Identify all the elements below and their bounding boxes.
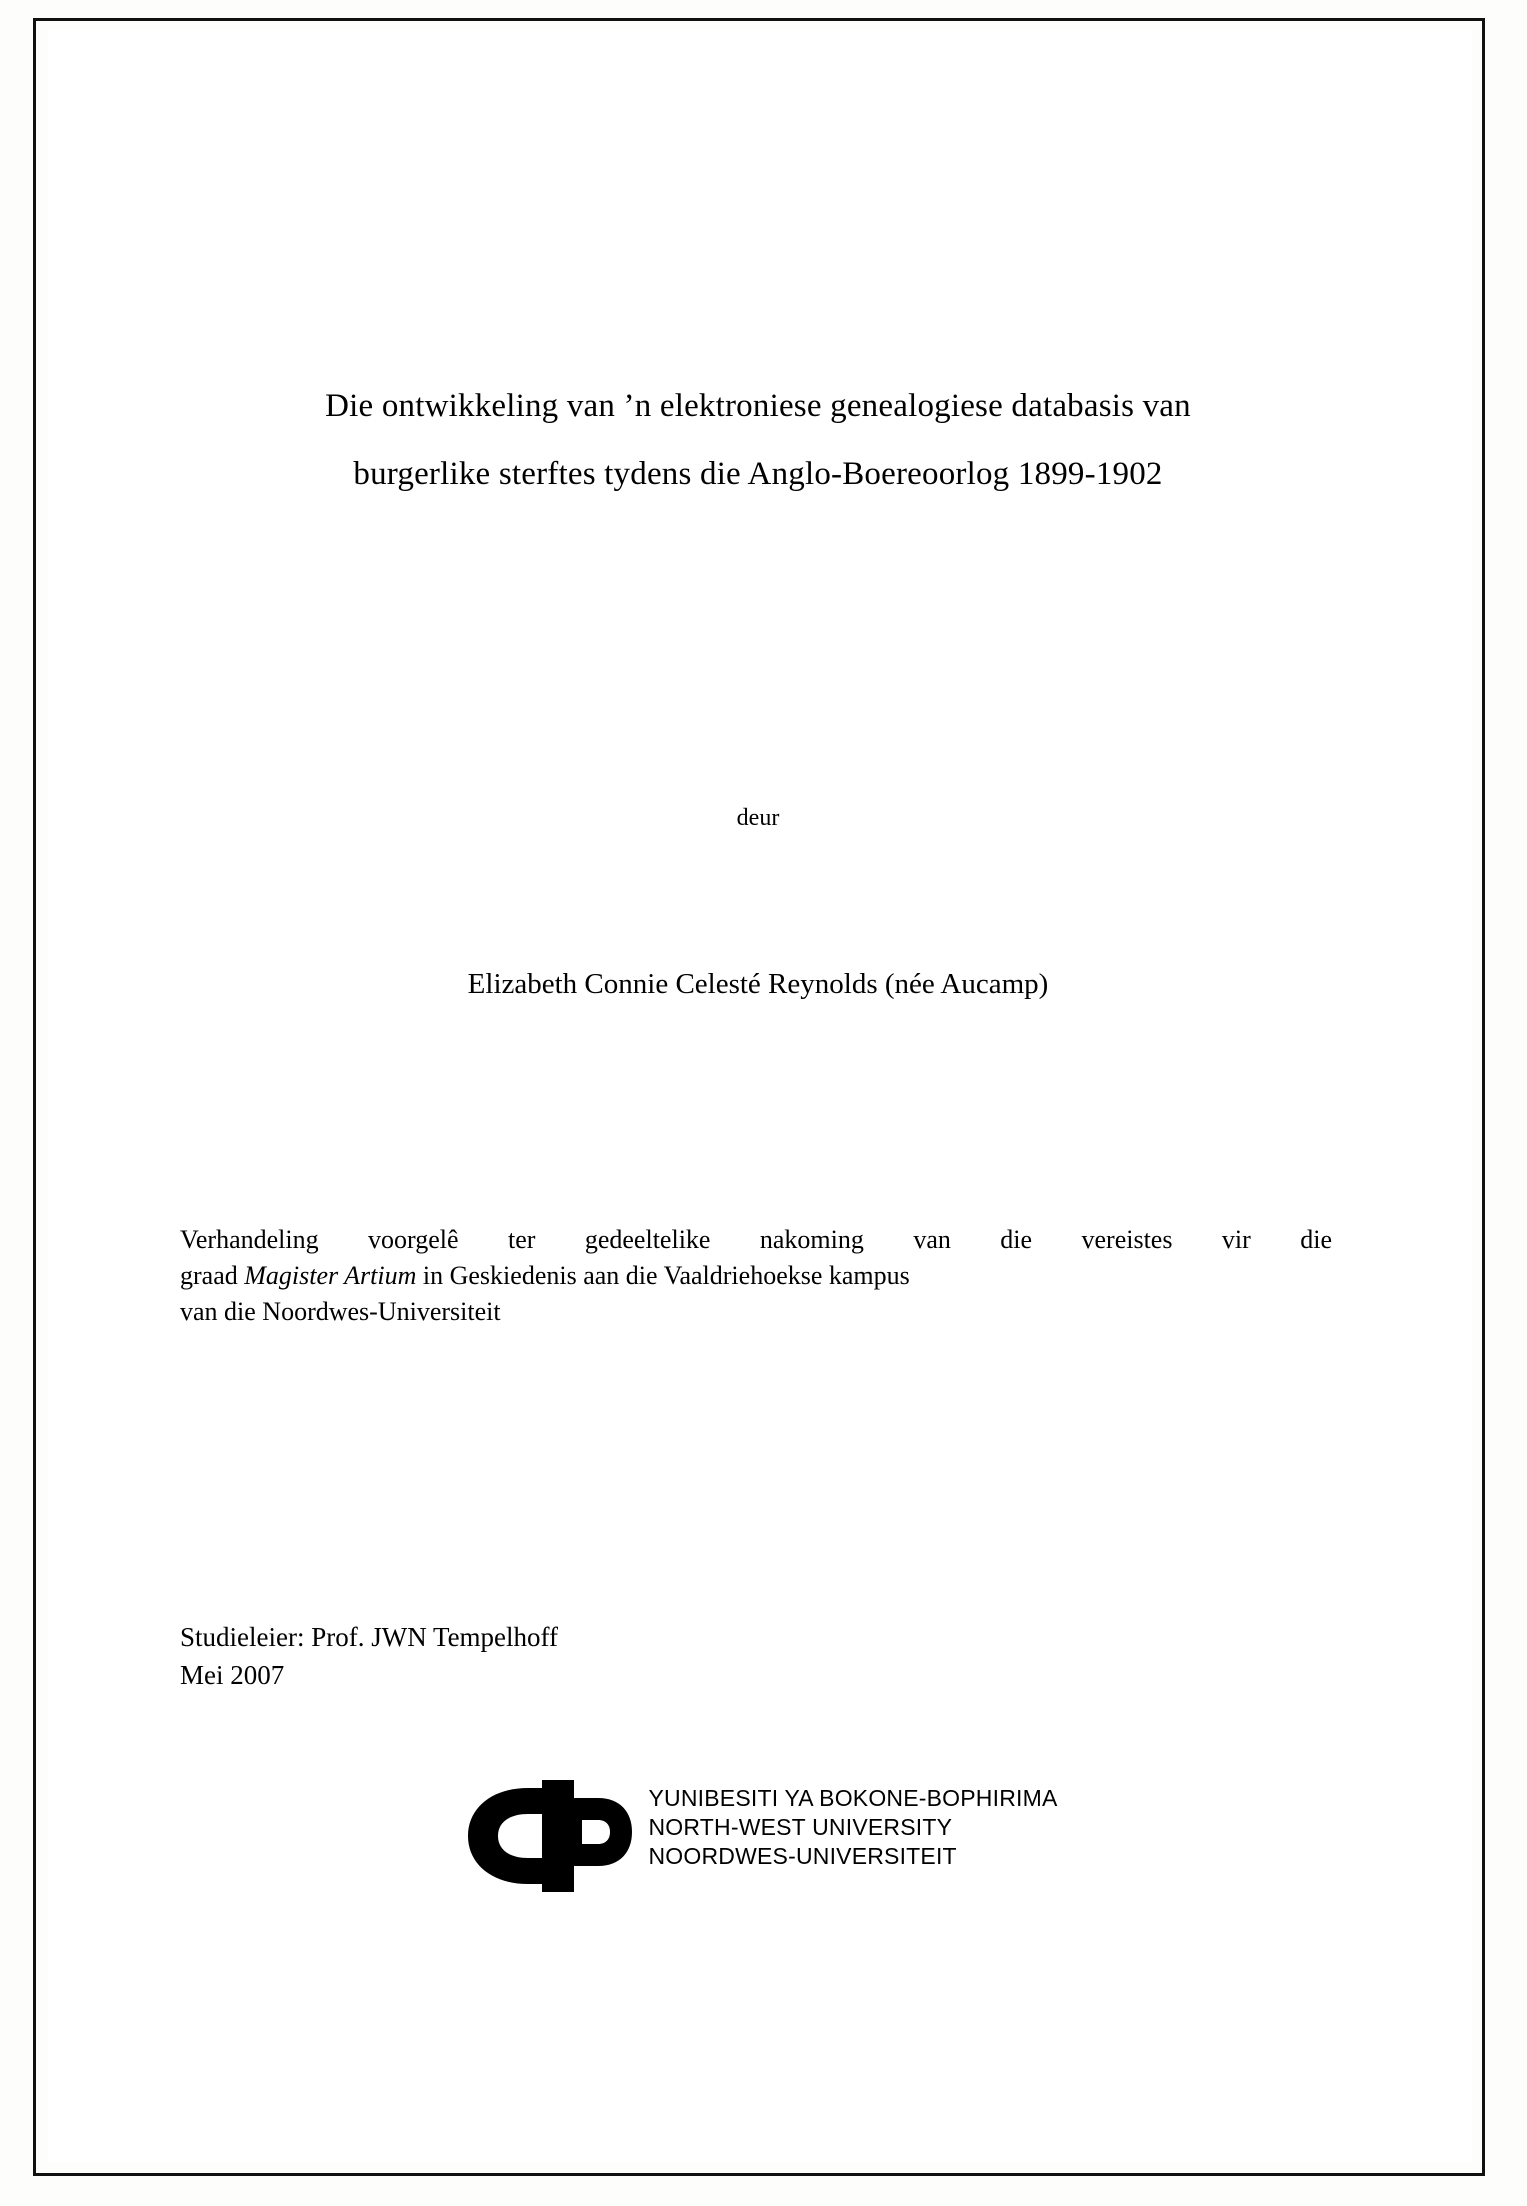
logo-line-3: NOORDWES-UNIVERSITEIT [648, 1843, 957, 1869]
statement-line-2-post: in Geskiedenis aan die Vaaldriehoekse kampus [416, 1261, 910, 1290]
statement-line-3: van die Noordwes-Universiteit [180, 1297, 501, 1326]
title-line-2: burgerlike sterftes tydens die Anglo-Boereoorlog 1899-1902 [353, 456, 1163, 492]
title-line-1: Die ontwikkeling van ’n elektroniese genealogiese databasis van [325, 388, 1191, 424]
logo-line-2: NORTH-WEST UNIVERSITY [648, 1814, 953, 1840]
university-logo [178, 1778, 1338, 1892]
supervisor-block [180, 1618, 1080, 1694]
date-line: Mei 2007 [180, 1660, 285, 1690]
supervisor-line: Studieleier: Prof. JWN Tempelhoff [180, 1622, 559, 1652]
university-logo-text [648, 1778, 1057, 1871]
degree-name: Magister Artium [244, 1261, 417, 1290]
page-content [178, 0, 1338, 2206]
thesis-title [178, 372, 1338, 508]
author-name: Elizabeth Connie Celesté Reynolds (née Aucamp) [467, 968, 1049, 1000]
by-label: deur [736, 805, 780, 831]
statement-line-2-pre: graad [180, 1261, 245, 1290]
statement-line-2 [180, 1258, 1332, 1294]
statement-line-1: Verhandeling voorgelê ter gedeeltelike nakoming van die vereistes vir die [180, 1225, 1332, 1254]
logo-line-1: YUNIBESITI YA BOKONE-BOPHIRIMA [648, 1785, 1058, 1811]
degree-statement [180, 1222, 1332, 1330]
nwu-logo-icon [458, 1780, 638, 1892]
